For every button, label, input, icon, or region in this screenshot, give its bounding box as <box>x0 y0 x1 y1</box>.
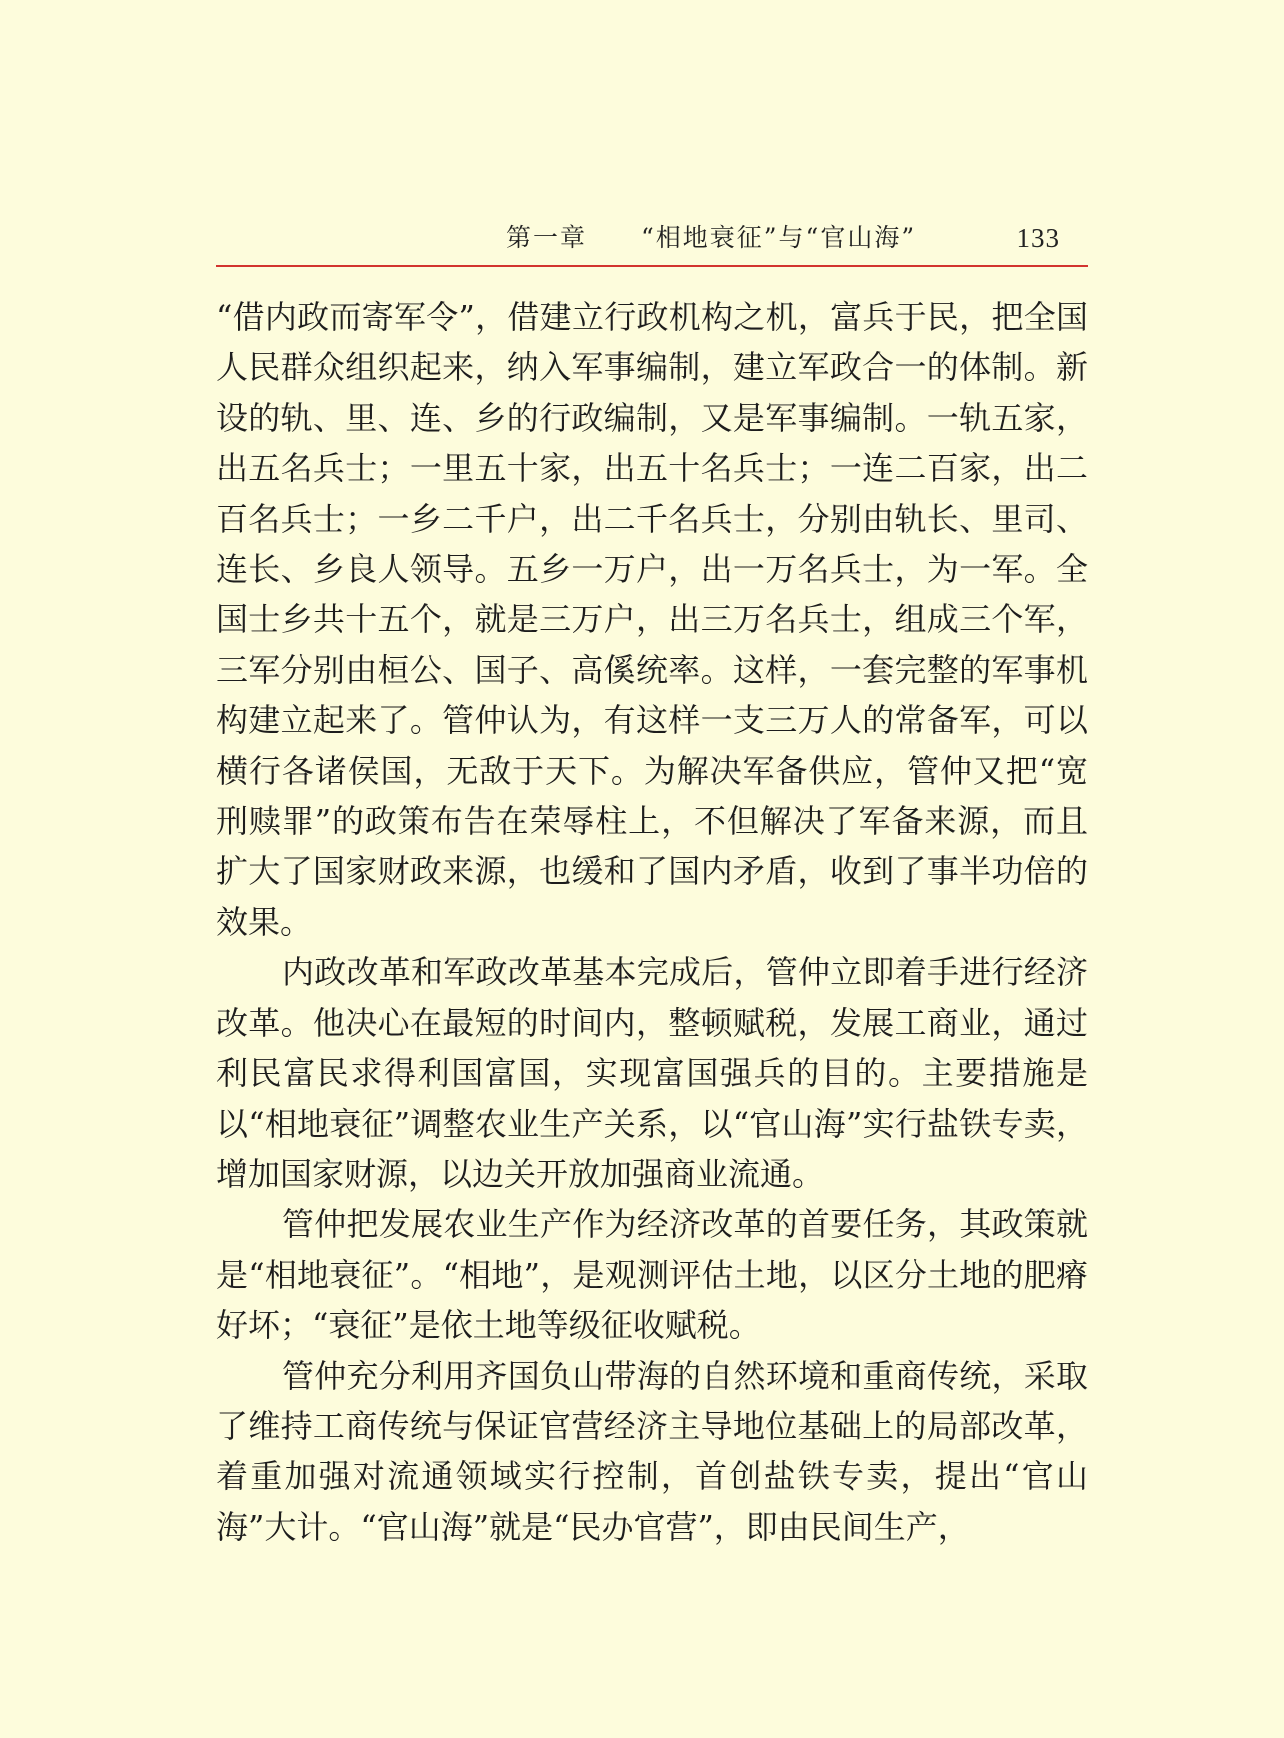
body-text <box>216 292 1088 1552</box>
paragraph-1: “借内政而寄军令”，借建立行政机构之机，富兵于民，把全国人民群众组织起来，纳入军事编制，建立军政合一的体制。新设的轨、里、连、乡的行政编制，又是军事编制。一轨五家，出五名兵士；一里五十家，出五十名兵士；一连二百家，出二百名兵士；一乡二千户，出二千名兵士，分别由轨长、里司、连长、乡良人领导。五乡一万户，出一万名兵士，为一军。全国士乡共十五个，就是三万户，出三万名兵士，组成三个军，三军分别由桓公、国子、高傒统率。这样，一套完整的军事机构建立起来了。管仲认为，有这样一支三万人的常备军，可以横行各诸侯国，无敌于天下。为解决军备供应，管仲又把“宽刑赎罪”的政策布告在荣辱柱上，不但解决了军备来源，而且扩大了国家财政来源，也缓和了国内矛盾，收到了事半功倍的效果。 <box>216 298 1088 941</box>
chapter-label: 第一章 <box>506 223 588 252</box>
paragraph-3: 管仲把发展农业生产作为经济改革的首要任务，其政策就是“相地衰征”。“相地”，是观测评估土地，以区分土地的肥瘠好坏；“衰征”是依土地等级征收赋税。 <box>216 1205 1088 1345</box>
chapter-title: “相地衰征”与“官山海” <box>641 223 917 252</box>
paragraph-2: 内政改革和军政改革基本完成后，管仲立即着手进行经济改革。他决心在最短的时间内，整顿赋税，发展工商业，通过利民富民求得利国富国，实现富国强兵的目的。主要措施是以“相地衰征”调整农业生产关系，以“官山海”实行盐铁专卖，增加国家财源，以边关开放加强商业流通。 <box>216 953 1088 1193</box>
running-head <box>216 218 1088 258</box>
page-number: 133 <box>1016 223 1060 253</box>
header-rule <box>216 265 1088 267</box>
paragraph-4: 管仲充分利用齐国负山带海的自然环境和重商传统，采取了维持工商传统与保证官营经济主导地位基础上的局部改革，着重加强对流通领域实行控制，首创盐铁专卖，提出“官山海”大计。“官山海”就是“民办官营”，即由民间生产， <box>216 1356 1088 1546</box>
